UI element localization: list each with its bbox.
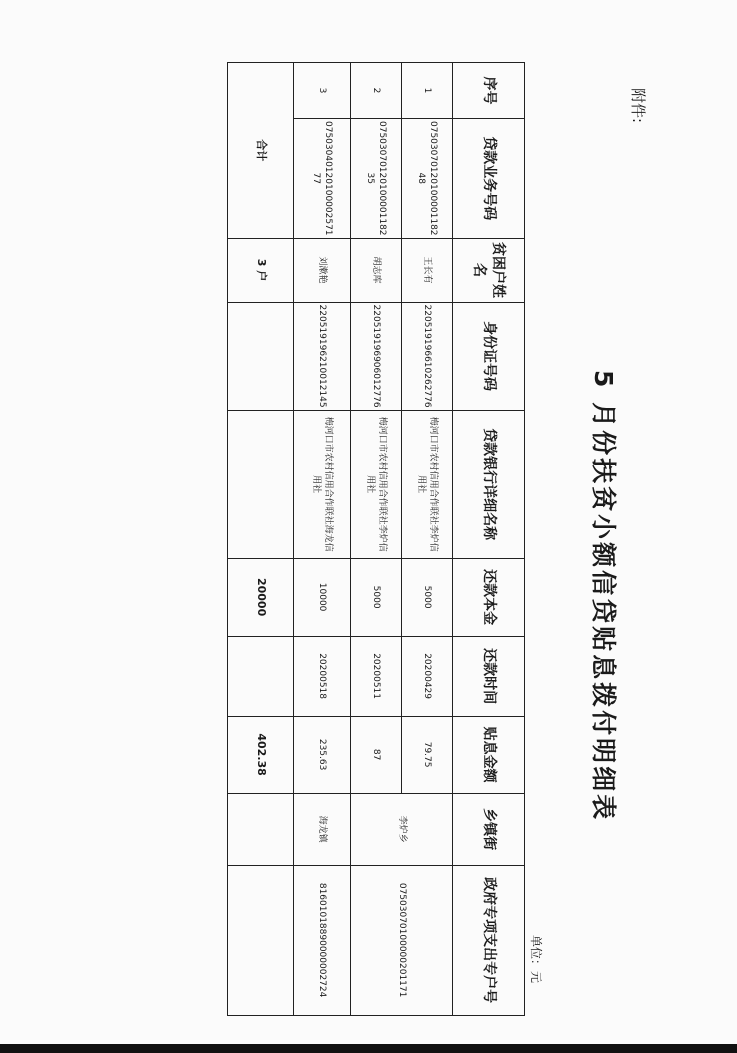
row3-principal: 10000: [294, 558, 351, 636]
town-cell-group1: 李炉乡: [351, 793, 453, 865]
row2-bank: 梅河口市农村信用合作联社李炉信用社: [351, 410, 402, 558]
total-households: 3 户: [228, 238, 294, 302]
header-interest: 贴息金额: [453, 716, 525, 793]
attachment-label: 附件:: [629, 88, 647, 124]
table-row: [402, 63, 453, 1016]
table-header-row: [453, 63, 525, 1016]
row2-date: 20200511: [351, 636, 402, 716]
header-date: 还款时间: [453, 636, 525, 716]
total-principal: 20000: [228, 558, 294, 636]
subsidy-table: [227, 62, 525, 1016]
row1-date: 20200429: [402, 636, 453, 716]
row3-date: 20200518: [294, 636, 351, 716]
row2-seq: 2: [351, 63, 402, 119]
row3-id-no: 220519196210012145: [294, 302, 351, 410]
header-bank: 贷款银行详细名称: [453, 410, 525, 558]
row1-principal: 5000: [402, 558, 453, 636]
row1-id-no: 220519196610262776: [402, 302, 453, 410]
row3-town: 海龙镇: [294, 793, 351, 865]
row3-account: 81601018890000002724: [294, 865, 351, 1015]
row3-bank: 梅河口市农村信用合作联社海龙信用社: [294, 410, 351, 558]
header-town: 乡镇街: [453, 793, 525, 865]
row2-principal: 5000: [351, 558, 402, 636]
row2-interest: 87: [351, 716, 402, 793]
row2-name: 胡志库: [351, 238, 402, 302]
row3-seq: 3: [294, 63, 351, 119]
row2-id-no: 220519196906012776: [351, 302, 402, 410]
account-cell-group1: 07503070100000201171: [351, 865, 453, 1015]
row3-loan-no: 07503040120100002571​77: [294, 119, 351, 239]
header-id-no: 身份证号码: [453, 302, 525, 410]
row3-interest: 235.63: [294, 716, 351, 793]
total-label: 合计: [228, 63, 294, 239]
total-interest: 402.38: [228, 716, 294, 793]
row1-bank: 梅河口市农村信用合作联社李炉信用社: [402, 410, 453, 558]
unit-label: 单位：元: [529, 935, 543, 984]
header-account: 政府专项支出专户号: [453, 865, 525, 1015]
header-principal: 还款本金: [453, 558, 525, 636]
header-name: 贫困户姓名: [453, 238, 525, 302]
row3-name: 刘漱艳: [294, 238, 351, 302]
page-title: 5 月份扶贫小额信贷贴息拨付明细表: [589, 370, 618, 823]
row1-interest: 79.75: [402, 716, 453, 793]
row1-name: 王长有: [402, 238, 453, 302]
row2-loan-no: 07503070120100001182​35: [351, 119, 402, 239]
row1-seq: 1: [402, 63, 453, 119]
total-row: [228, 63, 294, 1016]
scan-edge: [0, 1044, 737, 1053]
row1-loan-no: 07503070120100001182​48: [402, 119, 453, 239]
table-row: [294, 63, 351, 1016]
header-seq: 序号: [453, 63, 525, 119]
header-loan-no: 贷款业务号码: [453, 119, 525, 239]
